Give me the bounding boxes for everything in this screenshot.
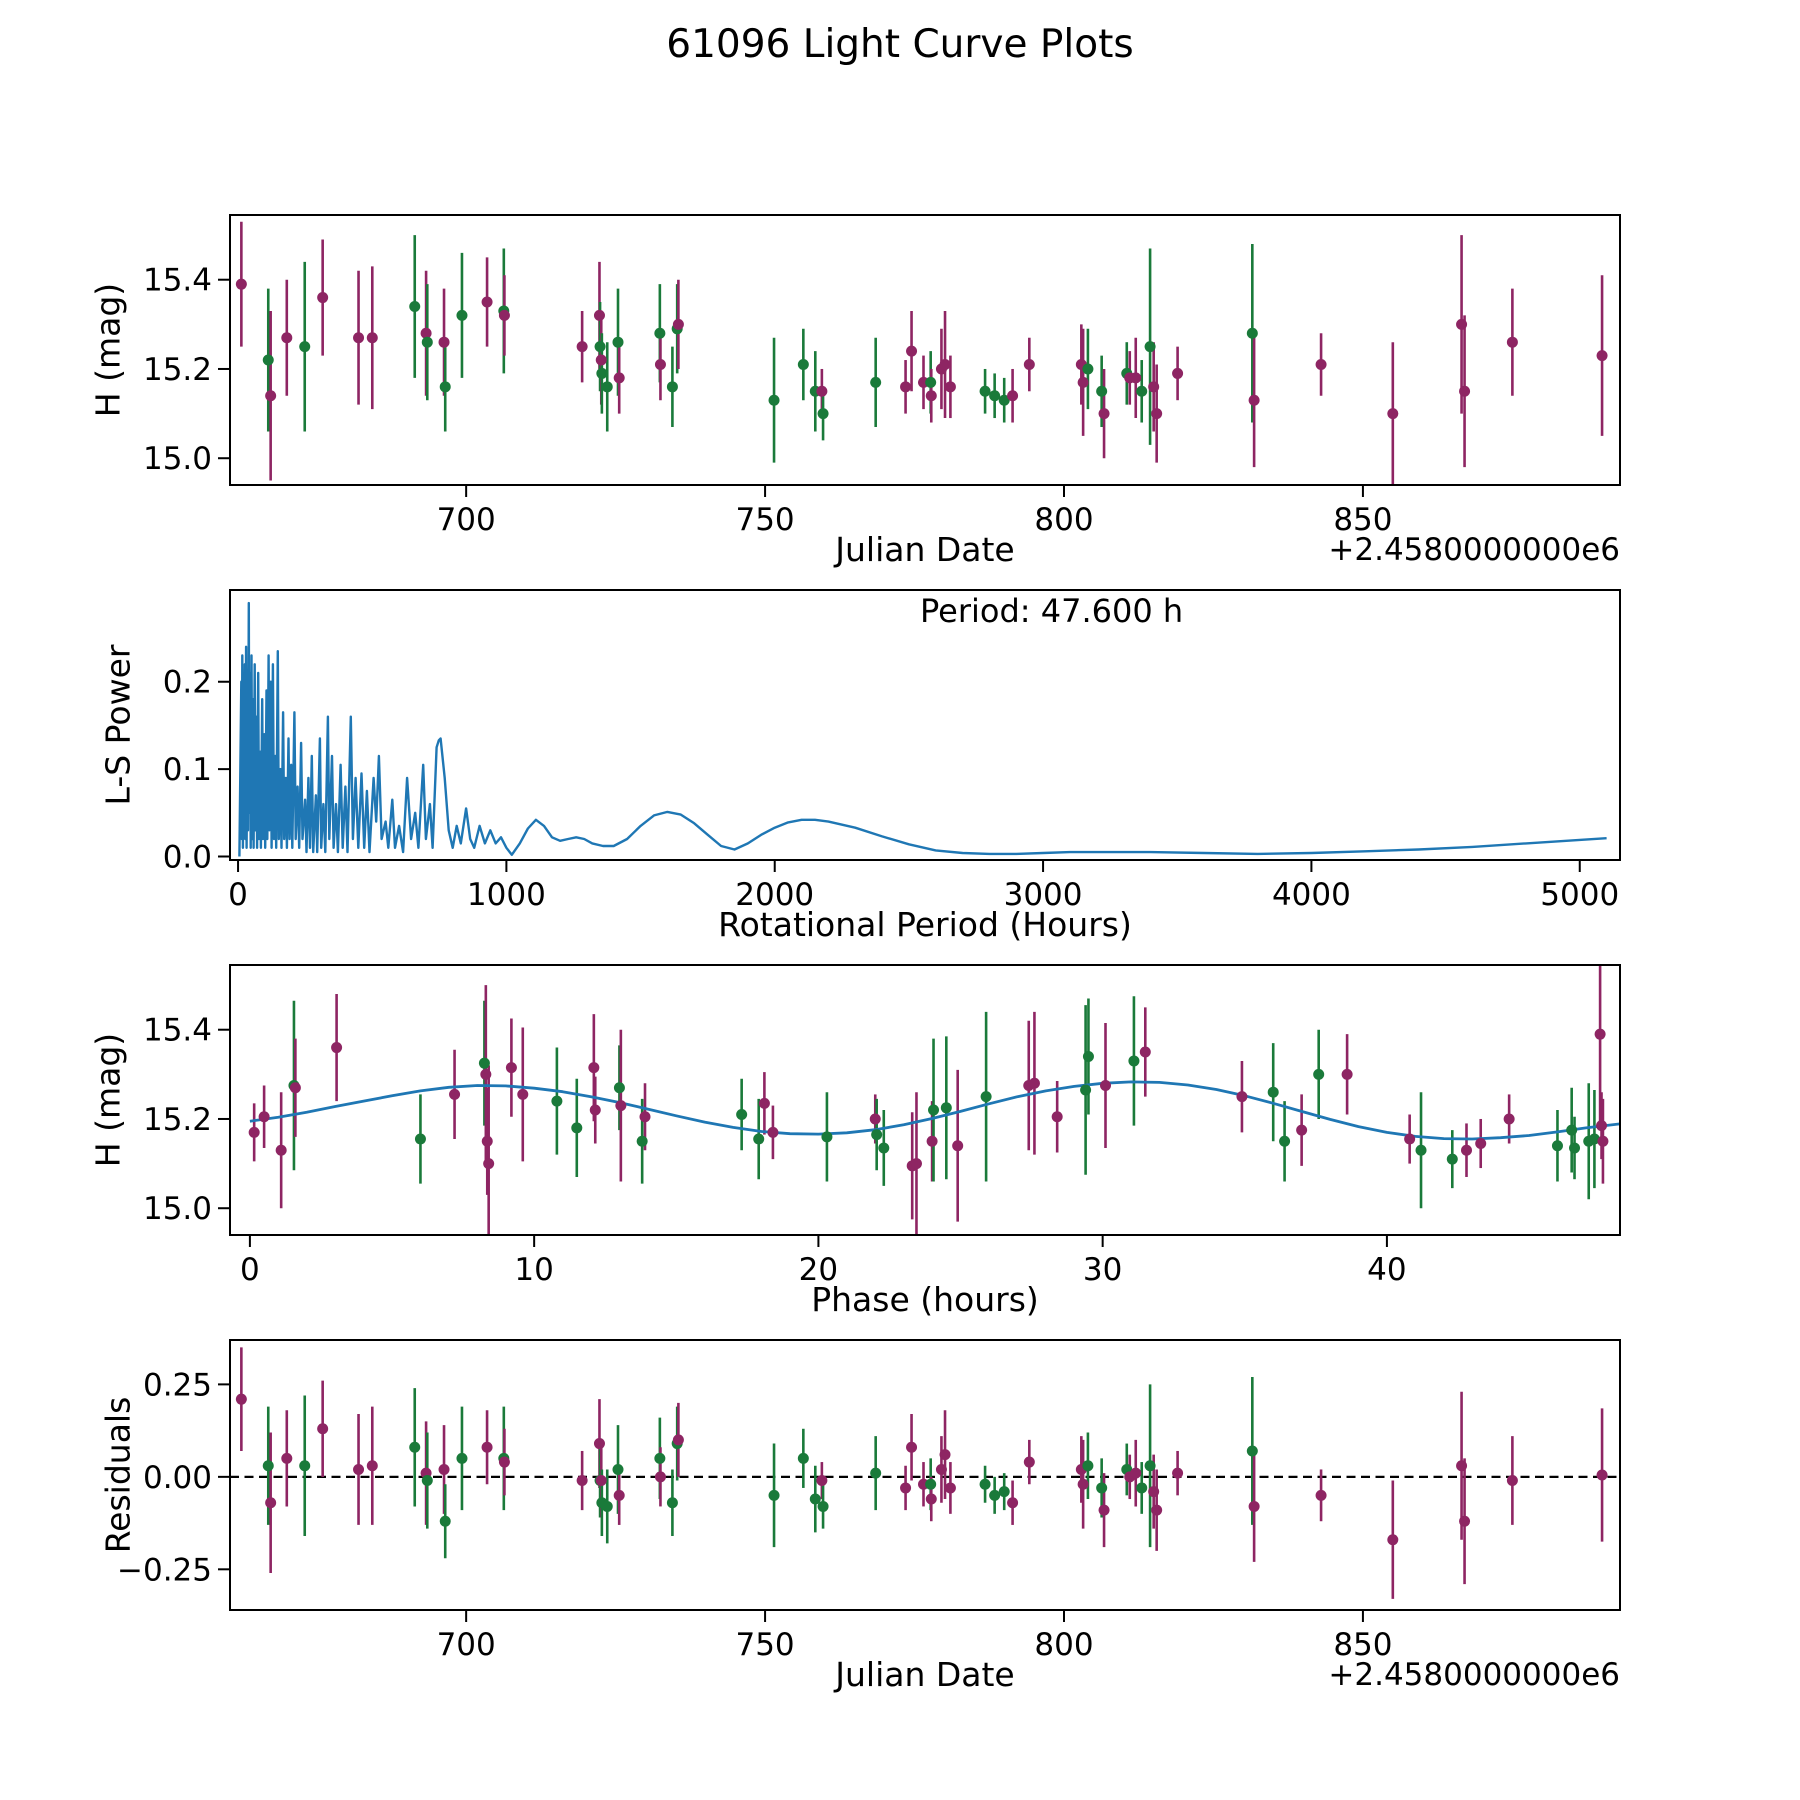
svg-text:2000: 2000 xyxy=(735,877,815,913)
svg-text:0.25: 0.25 xyxy=(142,1367,212,1404)
figure-title: 61096 Light Curve Plots xyxy=(666,22,1134,67)
phase_curve-plot-area xyxy=(249,945,1620,1262)
residuals-x-offset-label: +2.4580000000e6 xyxy=(1328,1657,1620,1693)
panel-residuals xyxy=(117,1340,1620,1663)
lightcurve-x-axis-title: Julian Date xyxy=(835,530,1015,569)
svg-text:15.4: 15.4 xyxy=(142,262,212,299)
svg-text:0.0: 0.0 xyxy=(162,839,212,876)
svg-text:800: 800 xyxy=(1034,502,1094,538)
residuals-plot-area xyxy=(230,1347,1620,1599)
phase_curve-error-bars xyxy=(254,945,1603,1262)
svg-text:1000: 1000 xyxy=(466,877,546,913)
svg-text:30: 30 xyxy=(1082,1252,1123,1288)
svg-text:0.1: 0.1 xyxy=(162,752,212,789)
svg-text:15.0: 15.0 xyxy=(142,1191,212,1228)
residuals-y-axis-title: Residuals xyxy=(98,1396,138,1554)
svg-text:15.0: 15.0 xyxy=(142,441,212,478)
phase-x-axis-title: Phase (hours) xyxy=(811,1280,1039,1319)
svg-text:5000: 5000 xyxy=(1540,877,1620,913)
svg-text:10: 10 xyxy=(514,1252,554,1288)
phase_curve-markers xyxy=(249,1029,1609,1172)
panel-light_curve xyxy=(143,215,1620,538)
phase-y-axis-title: H (mag) xyxy=(88,1032,128,1168)
svg-text:3000: 3000 xyxy=(1003,877,1083,913)
light_curve-y-ticks xyxy=(143,263,230,478)
period-annotation: Period: 47.600 h xyxy=(920,592,1184,630)
lightcurve-x-offset-label: +2.4580000000e6 xyxy=(1328,532,1620,568)
svg-text:15.2: 15.2 xyxy=(142,1101,212,1138)
svg-text:0: 0 xyxy=(240,1252,260,1288)
svg-text:750: 750 xyxy=(735,1627,795,1663)
svg-text:20: 20 xyxy=(798,1252,839,1288)
svg-text:15.2: 15.2 xyxy=(142,351,212,388)
panel-periodogram xyxy=(163,590,1620,913)
periodogram-plot-area xyxy=(239,603,1606,856)
periodogram-x-axis-title: Rotational Period (Hours) xyxy=(718,905,1132,944)
svg-text:0: 0 xyxy=(228,877,248,913)
periodogram-line xyxy=(239,603,1606,856)
light_curve-error-bars xyxy=(241,222,1602,485)
light_curve-axes-frame xyxy=(230,215,1620,485)
svg-text:40: 40 xyxy=(1367,1252,1407,1288)
periodogram-y-ticks xyxy=(163,665,230,876)
residuals-markers xyxy=(236,1394,1608,1546)
svg-text:−0.25: −0.25 xyxy=(117,1552,212,1589)
svg-text:15.4: 15.4 xyxy=(142,1012,212,1049)
svg-text:850: 850 xyxy=(1333,502,1393,538)
lightcurve-y-axis-title: H (mag) xyxy=(88,282,128,418)
svg-text:0.00: 0.00 xyxy=(142,1459,212,1496)
light_curve-markers xyxy=(236,279,1608,419)
phase_curve-y-ticks xyxy=(143,1013,230,1228)
residuals-axes-frame xyxy=(230,1340,1620,1610)
svg-text:4000: 4000 xyxy=(1271,877,1351,913)
svg-text:700: 700 xyxy=(436,502,496,538)
svg-text:700: 700 xyxy=(436,1627,496,1663)
svg-text:800: 800 xyxy=(1034,1627,1094,1663)
phase_curve-axes-frame xyxy=(230,965,1620,1235)
svg-text:0.2: 0.2 xyxy=(162,664,212,701)
light_curve-plot-area xyxy=(236,222,1608,485)
periodogram-y-axis-title: L-S Power xyxy=(98,644,138,806)
svg-text:850: 850 xyxy=(1333,1627,1393,1663)
residuals-x-axis-title: Julian Date xyxy=(835,1655,1015,1694)
periodogram-axes-frame xyxy=(230,590,1620,860)
panel-phase_curve xyxy=(143,945,1620,1288)
svg-text:750: 750 xyxy=(735,502,795,538)
